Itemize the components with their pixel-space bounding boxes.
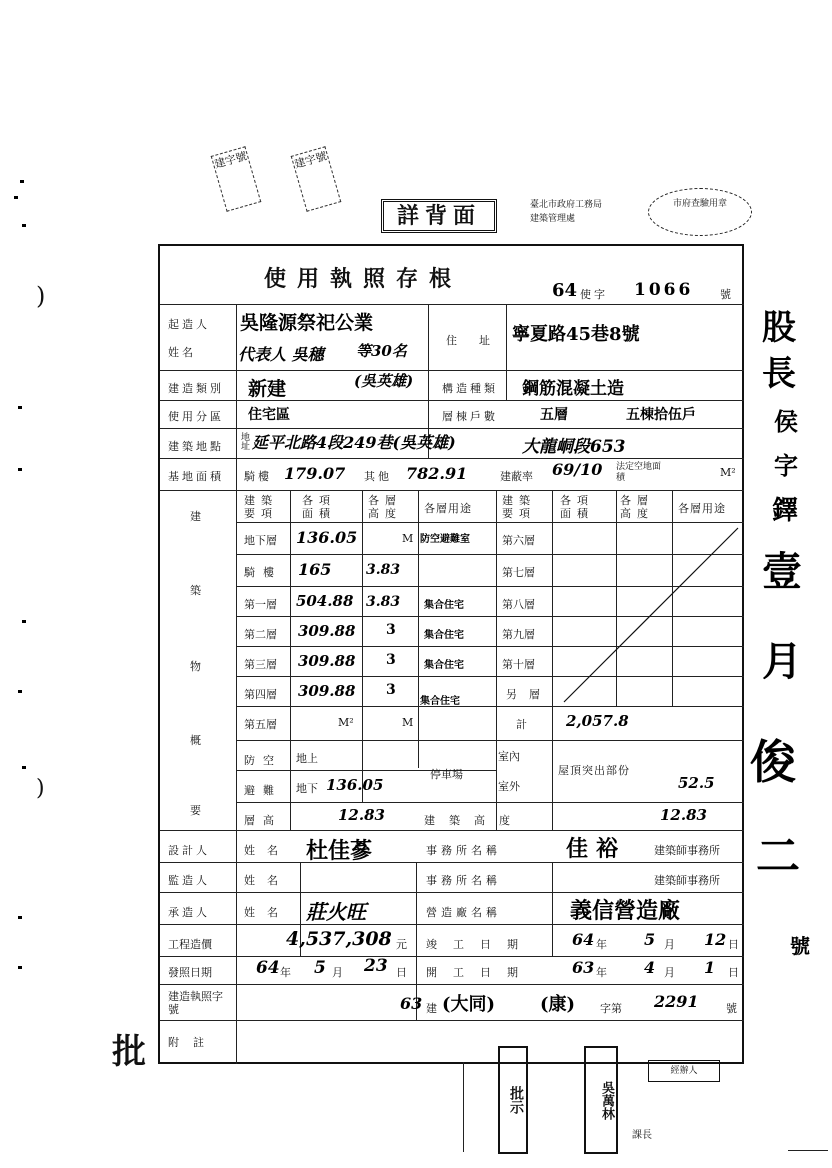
issue-label: 發照日期 bbox=[168, 966, 212, 979]
floor-label: 地下層 bbox=[244, 534, 277, 547]
side-char: 長 bbox=[762, 354, 796, 394]
bottom-stamp-3: 經辦人 bbox=[648, 1060, 720, 1082]
story-h-value: 12.83 bbox=[338, 806, 385, 824]
shelter-label: 防空避難 bbox=[244, 754, 282, 797]
side-char: 侯 bbox=[774, 407, 798, 436]
issue-day: 23 bbox=[364, 956, 388, 976]
margin-dot bbox=[22, 766, 26, 769]
unit-m: M bbox=[402, 532, 417, 545]
start-month: 4 bbox=[644, 958, 656, 977]
start-year: 63 bbox=[572, 958, 595, 977]
cost-label: 工程造價 bbox=[168, 938, 212, 951]
f4-use: 集合住宅 bbox=[420, 696, 460, 707]
margin-arc: ) bbox=[36, 776, 45, 801]
legal-open-label: 法定空地面積 bbox=[616, 462, 662, 483]
site-addr-label: 地址 bbox=[239, 432, 249, 450]
overview-char: 概 bbox=[190, 734, 204, 747]
office-name-label: 事務所名稱 bbox=[426, 874, 501, 887]
name-label: 姓名 bbox=[168, 346, 196, 359]
contractor-label: 承造人 bbox=[168, 906, 210, 919]
zone-value: 住宅區 bbox=[248, 407, 290, 423]
overview-char: 建 bbox=[190, 510, 204, 523]
firm-name: 義信營造廠 bbox=[570, 898, 681, 924]
unit-m: M bbox=[402, 716, 417, 729]
bottom-stamp-4: 課長 bbox=[632, 1130, 652, 1141]
arch-office-label: 建築師事務所 bbox=[654, 874, 720, 887]
roof-value: 52.5 bbox=[678, 774, 715, 792]
col-use-left: 各層用途 bbox=[424, 502, 472, 515]
permit-ref-d: (康) bbox=[540, 994, 576, 1015]
arcade-area: 179.07 bbox=[284, 464, 346, 483]
stamp-mark-left: 建字號 bbox=[211, 146, 262, 212]
start-label: 開工日期 bbox=[426, 966, 534, 979]
bottom-stamp-2: 吳萬林 bbox=[584, 1046, 618, 1154]
overview-char: 要 bbox=[190, 804, 204, 817]
side-char: 股 bbox=[762, 308, 796, 348]
issue-month: 5 bbox=[314, 958, 326, 978]
floor-label: 騎樓 bbox=[244, 566, 282, 579]
margin-dot bbox=[22, 620, 26, 623]
builder-address: 寧夏路45巷8號 bbox=[512, 324, 640, 345]
builder-label: 起造人 bbox=[168, 318, 210, 331]
designer-name: 杜佳蔘 bbox=[306, 838, 373, 864]
indoor-label: 室內 bbox=[498, 750, 520, 763]
shelter-below-area: 136.05 bbox=[326, 776, 384, 794]
start-day: 1 bbox=[704, 958, 716, 977]
builder-rep: 代表人 吳穗 bbox=[238, 345, 324, 364]
bottom-stamp-1: 批示 bbox=[498, 1046, 528, 1154]
structure-value: 鋼筋混凝土造 bbox=[522, 379, 624, 399]
floor-label: 計 bbox=[516, 718, 530, 731]
stamp-line: 臺北市政府工務局 bbox=[530, 200, 603, 210]
margin-dot bbox=[18, 916, 22, 919]
year-label: 年 bbox=[596, 938, 610, 951]
unit-m2: M² bbox=[338, 716, 354, 729]
col-height-right: 各層高度 bbox=[620, 494, 654, 520]
coverage-value: 69/10 bbox=[552, 460, 603, 479]
floors-value: 五層 bbox=[540, 407, 568, 423]
side-char: 二 bbox=[756, 831, 800, 882]
floor-label: 另層 bbox=[506, 688, 552, 701]
story-h-label: 層高 bbox=[244, 814, 282, 827]
permit-ref-label: 建造執照字號 bbox=[168, 990, 223, 1016]
f4-area: 309.88 bbox=[298, 682, 356, 700]
site-label: 建築地點 bbox=[168, 440, 224, 453]
margin-dot bbox=[14, 196, 18, 199]
done-year: 64 bbox=[572, 930, 595, 949]
site-extra: 大龍峒段653 bbox=[522, 437, 626, 457]
permit-suffix: 號 bbox=[720, 288, 734, 301]
margin-dot bbox=[18, 468, 22, 471]
side-char: 號 bbox=[790, 934, 810, 958]
side-char: 字 bbox=[774, 451, 798, 480]
issue-year: 64 bbox=[256, 958, 280, 978]
stamp-line: 建築管理處 bbox=[530, 214, 576, 224]
permit-year: 64 bbox=[552, 280, 578, 301]
day-label: 日 bbox=[728, 938, 742, 951]
category-value: 新建 bbox=[248, 378, 287, 400]
side-char: 俊 bbox=[750, 735, 796, 789]
builder-name: 吳隆源祭祀公業 bbox=[240, 312, 374, 334]
year-label: 年 bbox=[596, 966, 610, 979]
permit-char: 使字 bbox=[580, 288, 608, 301]
form-title: 使用執照存根 bbox=[264, 266, 463, 292]
month-label: 月 bbox=[664, 966, 678, 979]
remarks-label: 附註 bbox=[168, 1036, 218, 1049]
f2-use: 集合住宅 bbox=[424, 630, 464, 641]
col-area-right: 各項面積 bbox=[560, 494, 594, 520]
margin-dot bbox=[18, 690, 22, 693]
bldg-h-value: 12.83 bbox=[660, 806, 707, 824]
left-mark: 批 bbox=[112, 1032, 146, 1072]
floors-label: 層棟戶數 bbox=[442, 410, 498, 423]
month-label: 月 bbox=[332, 966, 346, 979]
bottom-rule bbox=[463, 1062, 464, 1152]
floor-label: 第四層 bbox=[244, 688, 277, 701]
floor-label: 第五層 bbox=[244, 718, 277, 731]
side-char: 月 bbox=[762, 638, 802, 685]
floor-label: 第八層 bbox=[502, 598, 535, 611]
margin-dot bbox=[20, 180, 24, 183]
permit-form bbox=[158, 244, 744, 1064]
contractor-name-label: 姓名 bbox=[244, 906, 290, 919]
stamp-mark-right: 建字號 bbox=[291, 146, 342, 212]
bldg-h-label: 建築高度 bbox=[424, 814, 524, 827]
basement-area: 136.05 bbox=[296, 528, 358, 547]
day-label: 日 bbox=[728, 966, 742, 979]
design-office: 佳裕 bbox=[566, 836, 627, 862]
permit-ref-a: 63 bbox=[400, 994, 423, 1013]
f4-height: 3 bbox=[386, 682, 396, 698]
f2-height: 3 bbox=[386, 622, 396, 638]
roof-label: 屋頂突出部份 bbox=[558, 764, 630, 777]
top-stamp-text bbox=[530, 198, 602, 226]
designer-label: 設計人 bbox=[168, 844, 210, 857]
other-label: 其他 bbox=[364, 470, 392, 483]
site-value: 延平北路4段249巷(吳英雄) bbox=[252, 433, 456, 452]
floor-label: 第六層 bbox=[502, 534, 535, 547]
col-item-right: 建築要項 bbox=[502, 494, 536, 520]
below-label: 地下 bbox=[296, 782, 318, 795]
round-stamp: 市府查驗用章 bbox=[648, 188, 752, 236]
designer-name-label: 姓名 bbox=[244, 844, 290, 857]
done-day: 12 bbox=[704, 930, 727, 949]
basement-use: 防空避難室 bbox=[420, 534, 470, 545]
category-tag: (吳英雄) bbox=[354, 372, 414, 390]
bottom-rule bbox=[788, 1150, 828, 1151]
arcade-height: 3.83 bbox=[366, 562, 401, 578]
above-label: 地上 bbox=[296, 752, 318, 765]
cost-value: 4,537,308 bbox=[286, 928, 392, 950]
permit-ref-e: 2291 bbox=[654, 992, 699, 1011]
f1-area: 504.88 bbox=[296, 592, 354, 610]
f3-use: 集合住宅 bbox=[424, 660, 464, 671]
side-char: 壹 bbox=[762, 548, 802, 595]
floor-label: 第二層 bbox=[244, 628, 277, 641]
permit-ref-b: 建 bbox=[426, 1002, 440, 1015]
builder-rep-note: 等30名 bbox=[356, 342, 407, 360]
floor-label: 第十層 bbox=[502, 658, 535, 671]
floor-label: 第九層 bbox=[502, 628, 535, 641]
permit-ref-c: (大同) bbox=[442, 994, 496, 1015]
margin-arc: ) bbox=[36, 282, 46, 310]
contractor-name: 莊火旺 bbox=[306, 900, 366, 924]
units-value: 五棟拾伍戶 bbox=[626, 407, 696, 423]
unit-m2: M² bbox=[720, 466, 736, 479]
f1-height: 3.83 bbox=[366, 594, 401, 610]
office-name-label: 事務所名稱 bbox=[426, 844, 501, 857]
col-height-left: 各層高度 bbox=[368, 494, 402, 520]
side-char: 鐸 bbox=[772, 496, 799, 526]
zone-label: 使用分區 bbox=[168, 410, 224, 423]
arcade-floor-area: 165 bbox=[298, 560, 332, 579]
col-item-left: 建築要項 bbox=[244, 494, 278, 520]
f3-area: 309.88 bbox=[298, 652, 356, 670]
outdoor-label: 室外 bbox=[498, 780, 520, 793]
other-area: 782.91 bbox=[406, 464, 468, 483]
overview-char: 築 bbox=[190, 584, 204, 597]
total-area: 2,057.8 bbox=[566, 712, 629, 730]
void-diagonal bbox=[552, 522, 744, 708]
day-label: 日 bbox=[396, 966, 410, 979]
done-month: 5 bbox=[644, 930, 656, 949]
yuan-label: 元 bbox=[396, 938, 410, 951]
arch-office-label: 建築師事務所 bbox=[654, 844, 720, 857]
f1-use: 集合住宅 bbox=[424, 600, 464, 611]
structure-label: 構造種類 bbox=[442, 382, 498, 395]
margin-dot bbox=[18, 406, 22, 409]
supervisor-name-label: 姓名 bbox=[244, 874, 290, 887]
f3-height: 3 bbox=[386, 652, 396, 668]
address-label: 住址 bbox=[446, 334, 512, 347]
floor-label: 第三層 bbox=[244, 658, 277, 671]
permit-number: 1066 bbox=[634, 280, 694, 300]
completion-label: 竣工日期 bbox=[426, 938, 534, 951]
month-label: 月 bbox=[664, 938, 678, 951]
floor-label: 第一層 bbox=[244, 598, 277, 611]
year-label: 年 bbox=[280, 966, 294, 979]
overview-char: 物 bbox=[190, 660, 204, 673]
site-area-label: 基地面積 bbox=[168, 470, 224, 483]
margin-dot bbox=[22, 224, 26, 227]
char-no-label: 字第 bbox=[600, 1002, 622, 1015]
detail-back-stamp: 詳背面 bbox=[381, 199, 497, 233]
arcade-label: 騎樓 bbox=[244, 470, 272, 483]
floor-label: 第七層 bbox=[502, 566, 535, 579]
supervisor-label: 監造人 bbox=[168, 874, 210, 887]
f2-area: 309.88 bbox=[298, 622, 356, 640]
margin-dot bbox=[18, 966, 22, 969]
col-use-right: 各層用途 bbox=[678, 502, 726, 515]
category-label: 建造類別 bbox=[168, 382, 224, 395]
col-area-left: 各項面積 bbox=[302, 494, 336, 520]
parking-label: 停車場 bbox=[430, 768, 463, 781]
hao-label: 號 bbox=[726, 1002, 740, 1015]
coverage-label: 建蔽率 bbox=[500, 470, 533, 483]
firm-name-label: 營造廠名稱 bbox=[426, 906, 501, 919]
